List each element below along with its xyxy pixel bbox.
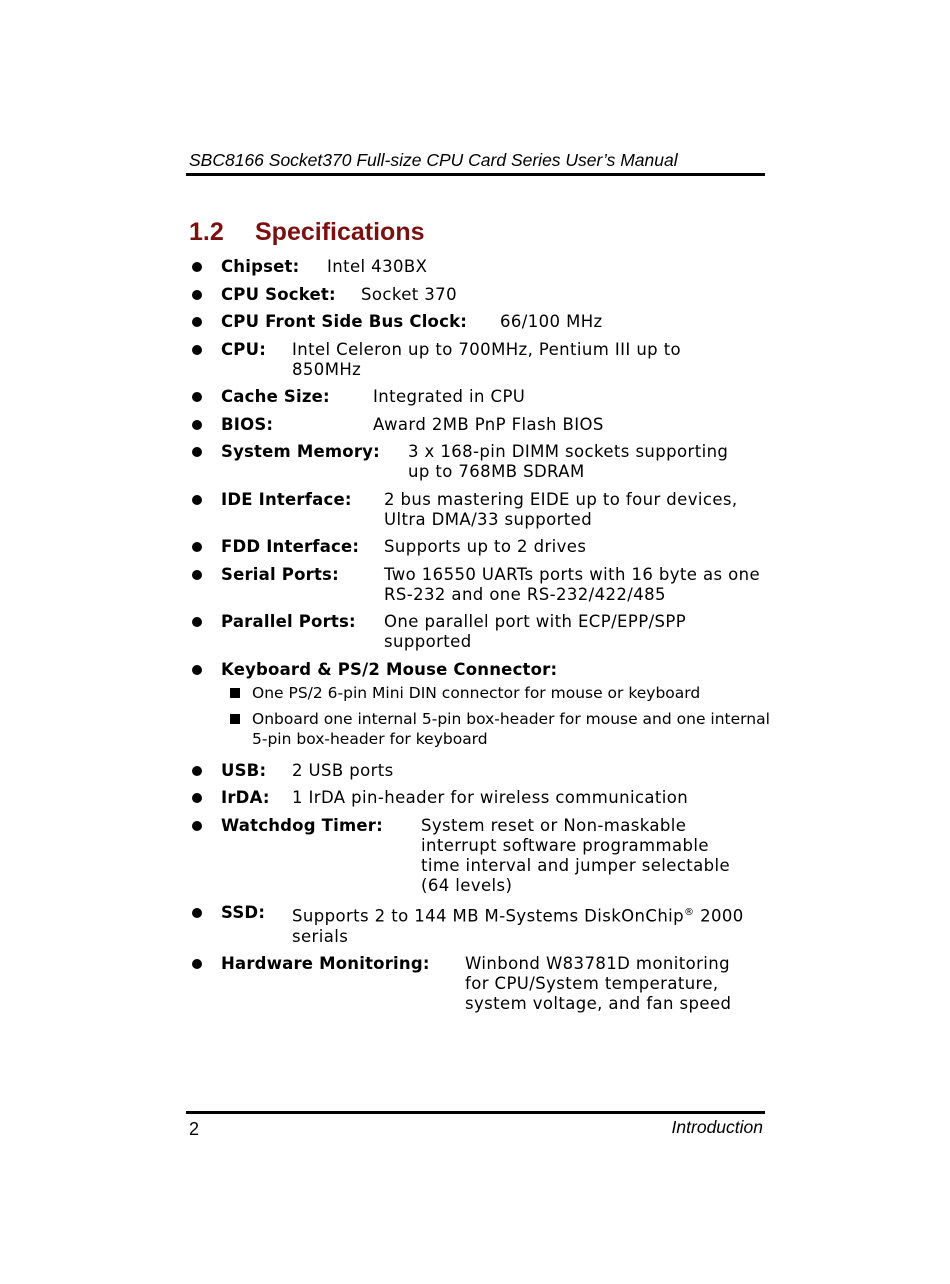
spec-label: IDE Interface:	[221, 489, 352, 509]
spec-serial-ports	[189, 565, 774, 605]
spec-system-memory	[189, 442, 774, 482]
spec-ssd	[189, 903, 774, 947]
spec-list	[189, 257, 774, 1022]
spec-label: Serial Ports:	[221, 564, 339, 584]
bullet-icon	[192, 542, 202, 552]
ssd-text-end: 2000 serials	[292, 906, 744, 946]
bullet-icon	[192, 793, 202, 803]
bullet-icon	[192, 665, 202, 675]
spec-value: 2 bus mastering EIDE up to four devices, Ultra DMA/33 supported	[384, 489, 738, 529]
bullet-icon	[192, 908, 202, 918]
bullet-icon	[192, 570, 202, 580]
spec-bios	[189, 415, 774, 435]
spec-value: System reset or Non-maskable interrupt software programmable time interval and jumper selectable (64 levels)	[421, 815, 731, 895]
bullet-icon	[192, 821, 202, 831]
spec-parallel-ports	[189, 612, 774, 652]
spec-label: BIOS:	[221, 414, 274, 434]
spec-value: 3 x 168-pin DIMM sockets supporting up to 768MB SDRAM	[408, 442, 729, 481]
spec-ide-interface	[189, 490, 774, 530]
section-number: 1.2	[189, 218, 224, 246]
page-number: 2	[189, 1119, 200, 1139]
spec-value: Winbond W83781D monitoring for CPU/System temperature, system voltage, and fan speed	[465, 954, 732, 1013]
section-heading	[189, 218, 425, 247]
spec-label: SSD:	[221, 903, 266, 922]
spec-value: Intel Celeron up to 700MHz, Pentium III up to 850MHz	[292, 339, 682, 379]
spec-label: Watchdog Timer:	[221, 815, 383, 835]
spec-label: System Memory:	[221, 442, 380, 461]
spec-label: Cache Size:	[221, 387, 330, 406]
square-bullet-icon	[230, 688, 240, 698]
sub-item-text: Onboard one internal 5-pin box-header for mouse and one internal 5-pin box-header for keyboard	[252, 709, 770, 748]
registered-mark: ®	[684, 907, 695, 918]
keyboard-sub-list	[189, 683, 774, 755]
bullet-icon	[192, 495, 202, 505]
spec-usb	[189, 761, 774, 781]
spec-label: IrDA:	[221, 788, 270, 807]
bullet-icon	[192, 262, 202, 272]
spec-value: Integrated in CPU	[373, 387, 526, 406]
spec-label: Chipset:	[221, 257, 300, 276]
bullet-icon	[192, 420, 202, 430]
bullet-icon	[192, 447, 202, 457]
bullet-icon	[192, 617, 202, 627]
bullet-icon	[192, 345, 202, 355]
spec-value: One parallel port with ECP/EPP/SPP supported	[384, 612, 687, 651]
spec-cpu	[189, 340, 774, 380]
spec-value: 66/100 MHz	[500, 312, 603, 331]
spec-label: Parallel Ports:	[221, 612, 356, 631]
spec-label: CPU:	[221, 339, 266, 359]
spec-value: 1 IrDA pin-header for wireless communication	[292, 788, 689, 807]
spec-cpu-socket	[189, 285, 774, 305]
spec-value: Award 2MB PnP Flash BIOS	[373, 414, 604, 434]
spec-label: Keyboard & PS/2 Mouse Connector:	[221, 659, 558, 679]
footer-section-name: Introduction	[671, 1117, 763, 1137]
spec-value: Supports up to 2 drives	[384, 537, 587, 556]
spec-keyboard-mouse	[189, 660, 774, 755]
bullet-icon	[192, 959, 202, 969]
spec-fdd-interface	[189, 537, 774, 557]
bullet-icon	[192, 392, 202, 402]
bullet-icon	[192, 766, 202, 776]
sub-list-item	[189, 709, 774, 749]
sub-item-text: One PS/2 6-pin Mini DIN connector for mouse or keyboard	[252, 683, 701, 702]
spec-value	[292, 903, 774, 947]
bullet-icon	[192, 290, 202, 300]
ssd-text: Supports 2 to 144 MB M-Systems DiskOnChip	[292, 906, 685, 926]
footer-rule	[186, 1111, 765, 1114]
spec-hardware-monitoring	[189, 954, 774, 1014]
spec-label: CPU Socket:	[221, 284, 336, 304]
spec-value: 2 USB ports	[292, 760, 394, 780]
square-bullet-icon	[230, 714, 240, 724]
spec-chipset	[189, 257, 774, 277]
bullet-icon	[192, 317, 202, 327]
running-header: SBC8166 Socket370 Full-size CPU Card Series User’s Manual	[189, 150, 678, 170]
spec-cache-size	[189, 387, 774, 407]
spec-fsb-clock	[189, 312, 774, 332]
spec-label: USB:	[221, 760, 267, 780]
spec-value: Intel 430BX	[327, 257, 428, 276]
spec-value: Socket 370	[361, 284, 457, 304]
spec-irda	[189, 788, 774, 808]
spec-label: Hardware Monitoring:	[221, 954, 430, 973]
spec-value: Two 16550 UARTs ports with 16 byte as one RS-232 and one RS-232/422/485	[384, 564, 761, 604]
sub-list-item	[189, 683, 774, 703]
section-title: Specifications	[255, 218, 425, 246]
spec-watchdog-timer	[189, 816, 774, 896]
header-rule	[186, 173, 765, 176]
spec-label: FDD Interface:	[221, 537, 360, 556]
spec-label: CPU Front Side Bus Clock:	[221, 312, 468, 331]
